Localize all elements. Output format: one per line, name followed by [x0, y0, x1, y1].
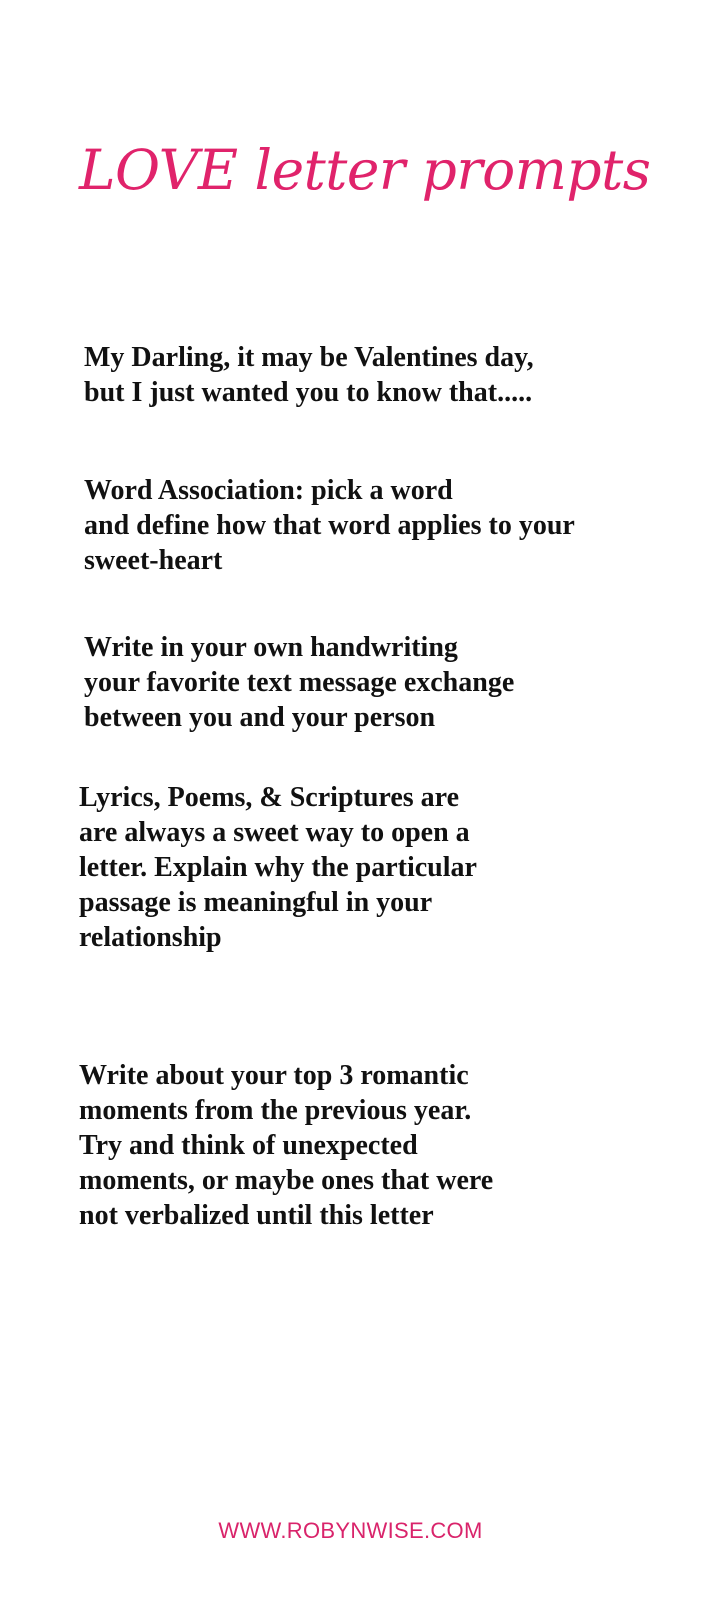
footer-website-url: WWW.ROBYNWISE.COM [218, 1518, 483, 1543]
prompt-line: passage is meaningful in your [79, 887, 433, 918]
prompt-line: are always a sweet way to open a [79, 817, 470, 848]
prompt-line: Word Association: pick a word [84, 475, 453, 506]
page-title: LOVE letter prompts [79, 138, 651, 202]
prompt-line: and define how that word applies to your [84, 510, 575, 541]
prompt-line: relationship [79, 922, 222, 953]
prompt-line: Try and think of unexpected [79, 1130, 418, 1161]
prompt-line: moments from the previous year. [79, 1095, 472, 1126]
prompt-line: between you and your person [84, 702, 436, 733]
prompt-line: not verbalized until this letter [79, 1200, 434, 1231]
prompt-line: Write in your own handwriting [84, 632, 458, 663]
prompt-line: letter. Explain why the particular [79, 852, 477, 883]
prompt-3 [84, 630, 514, 735]
prompt-1 [84, 340, 534, 410]
prompt-line: Write about your top 3 romantic [79, 1060, 469, 1091]
prompt-4 [79, 780, 477, 955]
prompt-line: your favorite text message exchange [84, 667, 515, 698]
prompt-line: but I just wanted you to know that..... [84, 377, 533, 408]
prompt-line: Lyrics, Poems, & Scriptures are [79, 782, 460, 813]
prompt-line: sweet-heart [84, 545, 223, 576]
prompt-2 [84, 473, 575, 578]
prompt-5 [79, 1058, 493, 1233]
prompt-line: My Darling, it may be Valentines day, [84, 342, 534, 373]
prompt-line: moments, or maybe ones that were [79, 1165, 494, 1196]
